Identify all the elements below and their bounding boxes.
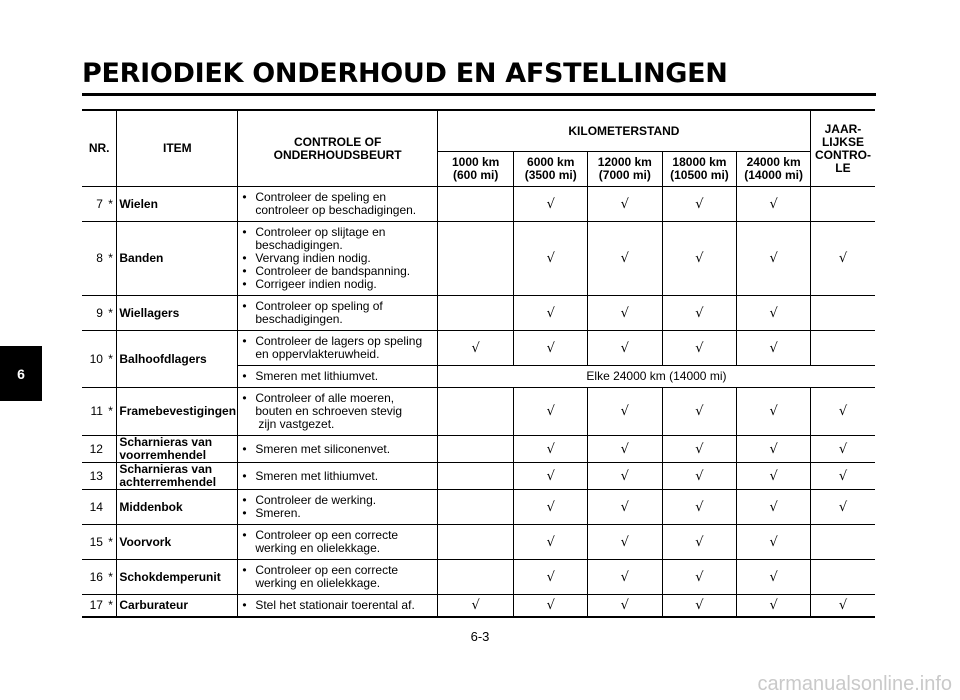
work-cell (238, 525, 438, 560)
work-text: Controleer de speling en (255, 190, 387, 204)
row-number: 10 (82, 331, 105, 388)
check-cell: √ (514, 560, 588, 595)
row-star (105, 463, 117, 490)
interval-mi: (600 mi) (452, 168, 499, 182)
work-line (242, 507, 437, 520)
work-line (242, 443, 437, 456)
row-number: 16 (82, 560, 105, 595)
check-cell: √ (810, 436, 875, 463)
bullet-icon: • (242, 391, 247, 405)
table-row (82, 388, 875, 436)
work-cell (238, 595, 438, 618)
check-cell: √ (588, 490, 663, 525)
table-row (82, 331, 875, 366)
work-text: bouten en schroeven stevig (255, 404, 403, 418)
row-number: 17 (82, 595, 105, 618)
check-cell (437, 187, 514, 222)
work-cell (238, 187, 438, 222)
check-cell: √ (514, 525, 588, 560)
work-line (242, 204, 437, 217)
check-cell: √ (514, 463, 588, 490)
check-cell: √ (737, 222, 811, 296)
check-cell: √ (437, 595, 514, 618)
check-cell: √ (662, 222, 737, 296)
work-cell (238, 331, 438, 366)
work-text: Corrigeer indien nodig. (255, 277, 377, 291)
work-text: Smeren met siliconenvet. (255, 441, 391, 456)
check-cell: √ (514, 296, 588, 331)
interval-mi: (3500 mi) (524, 168, 577, 182)
header-interval (737, 152, 811, 187)
table-row (82, 436, 875, 463)
check-cell: √ (737, 595, 811, 618)
check-cell: √ (662, 436, 737, 463)
table-row (82, 525, 875, 560)
check-cell: √ (588, 187, 663, 222)
watermark: carmanualsonline.info (757, 673, 952, 695)
check-cell: √ (588, 436, 663, 463)
check-cell: √ (588, 595, 663, 618)
interval-km: 24000 km (746, 155, 801, 169)
check-cell: √ (737, 525, 811, 560)
work-line (242, 470, 437, 483)
work-text: beschadigingen. (255, 238, 343, 252)
work-text: werking en olielekkage. (255, 576, 381, 590)
work-line (242, 577, 437, 590)
work-text: Stel het stationair toerental af. (255, 598, 415, 612)
work-line (242, 348, 437, 361)
row-star (105, 436, 117, 463)
check-cell: √ (737, 463, 811, 490)
check-cell: √ (662, 525, 737, 560)
page-title: PERIODIEK ONDERHOUD EN AFSTELLINGEN (82, 58, 728, 89)
row-item: Scharnieras van achterremhendel (117, 463, 238, 490)
interval-km: 6000 km (527, 155, 575, 169)
check-cell (437, 560, 514, 595)
bullet-icon: • (242, 598, 247, 612)
work-cell (238, 560, 438, 595)
table-row (82, 296, 875, 331)
row-star: * (105, 560, 117, 595)
bullet-icon: • (242, 251, 247, 265)
check-cell: √ (588, 525, 663, 560)
row-star (105, 490, 117, 525)
interval-km: 18000 km (672, 155, 727, 169)
header-annual: JAAR-LIJKSE CONTRO-LE (810, 110, 875, 187)
check-cell: √ (514, 388, 588, 436)
row-star: * (105, 222, 117, 296)
work-text: Controleer de lagers op speling (255, 334, 423, 348)
check-cell: √ (737, 560, 811, 595)
check-cell: √ (514, 595, 588, 618)
check-cell: √ (662, 296, 737, 331)
check-cell (437, 525, 514, 560)
bullet-icon: • (242, 468, 247, 483)
check-cell (437, 436, 514, 463)
bullet-icon: • (242, 493, 247, 507)
work-cell (238, 222, 438, 296)
row-item: Framebevestigingen (117, 388, 238, 436)
work-text: Vervang indien nodig. (255, 251, 371, 265)
row-number: 14 (82, 490, 105, 525)
row-item: Schokdemperunit (117, 560, 238, 595)
bullet-icon: • (242, 277, 247, 291)
table-row (82, 560, 875, 595)
work-cell (238, 436, 438, 463)
check-cell: √ (810, 222, 875, 296)
row-star: * (105, 296, 117, 331)
work-text: Controleer de bandspanning. (255, 264, 411, 278)
work-text: Controleer de werking. (255, 493, 377, 507)
check-cell (437, 388, 514, 436)
work-text: Controleer of alle moeren, (255, 391, 395, 405)
check-cell: √ (810, 595, 875, 618)
interval-mi: (14000 mi) (744, 168, 803, 182)
check-cell: √ (737, 187, 811, 222)
row-item: Banden (117, 222, 238, 296)
row-number: 11 (82, 388, 105, 436)
header-item: ITEM (117, 110, 238, 187)
interval-km: 12000 km (597, 155, 652, 169)
work-text: Smeren met lithiumvet. (255, 369, 379, 383)
check-cell: √ (514, 490, 588, 525)
check-cell: √ (437, 331, 514, 366)
bullet-icon: • (242, 563, 247, 577)
check-cell: √ (588, 463, 663, 490)
work-cell (238, 463, 438, 490)
check-cell: √ (737, 331, 811, 366)
row-number: 8 (82, 222, 105, 296)
interval-mi: (7000 mi) (598, 168, 651, 182)
row-item: Scharnieras van voorremhendel (117, 436, 238, 463)
interval-note: Elke 24000 km (14000 mi) (437, 366, 875, 388)
work-text: Smeren met lithiumvet. (255, 468, 379, 483)
table-row (82, 187, 875, 222)
check-cell: √ (810, 463, 875, 490)
header-interval (588, 152, 663, 187)
check-cell (810, 296, 875, 331)
work-line (242, 313, 437, 326)
check-cell: √ (588, 222, 663, 296)
check-cell: √ (662, 388, 737, 436)
work-text: zijn vastgezet. (258, 417, 335, 431)
row-star: * (105, 187, 117, 222)
row-number: 12 (82, 436, 105, 463)
row-item: Carburateur (117, 595, 238, 618)
header-interval (437, 152, 514, 187)
check-cell: √ (662, 490, 737, 525)
row-item: Voorvork (117, 525, 238, 560)
check-cell (810, 560, 875, 595)
bullet-icon: • (242, 528, 247, 542)
check-cell (437, 463, 514, 490)
work-text: Smeren. (255, 506, 301, 520)
check-cell: √ (588, 331, 663, 366)
check-cell: √ (662, 463, 737, 490)
bullet-icon: • (242, 369, 247, 383)
work-line (242, 542, 437, 555)
work-text: Controleer op een correcte (255, 563, 399, 577)
work-cell (238, 366, 438, 388)
header-interval (662, 152, 737, 187)
check-cell (437, 296, 514, 331)
work-text: werking en olielekkage. (255, 541, 381, 555)
table-row (82, 490, 875, 525)
check-cell: √ (514, 436, 588, 463)
check-cell: √ (588, 560, 663, 595)
table-row (82, 222, 875, 296)
page-number: 6-3 (470, 629, 490, 644)
bullet-icon: • (242, 264, 247, 278)
row-item: Wiellagers (117, 296, 238, 331)
check-cell: √ (514, 187, 588, 222)
row-star: * (105, 388, 117, 436)
work-text: Controleer op een correcte (255, 528, 399, 542)
interval-mi: (10500 mi) (670, 168, 729, 182)
check-cell: √ (588, 296, 663, 331)
row-item: Balhoofdlagers (117, 331, 238, 388)
check-cell: √ (514, 222, 588, 296)
check-cell: √ (737, 490, 811, 525)
check-cell: √ (810, 490, 875, 525)
check-cell: √ (662, 187, 737, 222)
chapter-tab[interactable]: 6 (0, 346, 42, 401)
work-line (242, 278, 437, 291)
work-text: controleer op beschadigingen. (255, 203, 417, 217)
bullet-icon: • (242, 190, 247, 204)
bullet-icon: • (242, 441, 247, 456)
work-text: Controleer op speling of (255, 299, 383, 313)
row-number: 9 (82, 296, 105, 331)
title-rule (82, 93, 876, 96)
check-cell: √ (662, 595, 737, 618)
maintenance-table (82, 109, 875, 618)
header-nr: NR. (88, 141, 110, 155)
check-cell (810, 331, 875, 366)
check-cell: √ (662, 560, 737, 595)
bullet-icon: • (242, 225, 247, 239)
header-work: CONTROLE OF ONDERHOUDSBEURT (238, 110, 438, 187)
work-line (242, 599, 437, 612)
header-interval (514, 152, 588, 187)
check-cell: √ (737, 388, 811, 436)
work-text: beschadigingen. (255, 312, 343, 326)
work-line (242, 370, 437, 383)
bullet-icon: • (242, 299, 247, 313)
table-row (82, 463, 875, 490)
row-item: Middenbok (117, 490, 238, 525)
work-cell (238, 296, 438, 331)
row-number: 13 (82, 463, 105, 490)
header-odometer: KILOMETERSTAND (437, 110, 810, 152)
check-cell: √ (514, 331, 588, 366)
table-row (82, 595, 875, 618)
bullet-icon: • (242, 334, 247, 348)
row-number: 15 (82, 525, 105, 560)
check-cell: √ (737, 436, 811, 463)
check-cell (810, 525, 875, 560)
work-cell (238, 490, 438, 525)
check-cell: √ (662, 331, 737, 366)
check-cell: √ (737, 296, 811, 331)
row-star: * (105, 525, 117, 560)
row-item: Wielen (117, 187, 238, 222)
check-cell: √ (588, 388, 663, 436)
check-cell (437, 222, 514, 296)
row-number: 7 (82, 187, 105, 222)
check-cell: √ (810, 388, 875, 436)
check-cell (810, 187, 875, 222)
row-star: * (105, 595, 117, 618)
work-text: en oppervlakteruwheid. (255, 347, 380, 361)
work-line (242, 418, 437, 431)
check-cell (437, 490, 514, 525)
work-cell (238, 388, 438, 436)
bullet-icon: • (242, 506, 247, 520)
work-text: Controleer op slijtage en (255, 225, 386, 239)
interval-km: 1000 km (451, 155, 500, 169)
row-star: * (105, 331, 117, 388)
